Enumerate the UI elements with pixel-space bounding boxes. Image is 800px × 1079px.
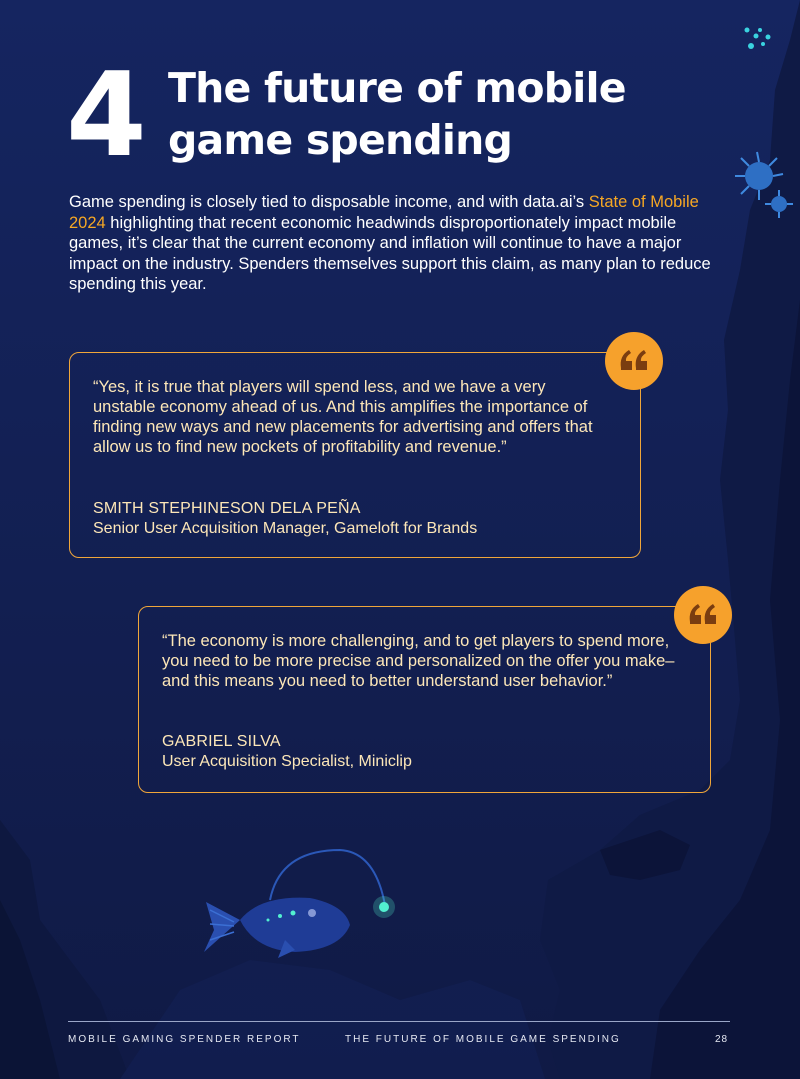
quote-author-name: GABRIEL SILVA — [162, 733, 281, 750]
quote-text: “The economy is more challenging, and to get players to spend more, you need to be more precise and personalized on the offer you make–and this means you need to better understand user behavior.” — [162, 632, 675, 690]
quote-card-1 — [69, 352, 641, 558]
quote-author-name: SMITH STEPHINESON DELA PEÑA — [93, 500, 361, 517]
intro-text-end: highlighting that recent economic headwinds disproportionately impact mobile games, it’s clear that the current economy and inflation will continue to have a major impact on the industry. Spenders themselves support this claim, as many plan to reduce spending this year. — [69, 213, 711, 293]
quote-author-role: Senior User Acquisition Manager, Gameloft for Brands — [93, 520, 478, 537]
quote-mark-icon — [605, 332, 663, 390]
footer-divider — [68, 1021, 730, 1022]
page-number: 28 — [715, 1034, 729, 1045]
coral-icon — [735, 150, 795, 220]
quote-text: “Yes, it is true that players will spend less, and we have a very unstable economy ahead of us. And this amplifies the importance of finding new ways and new placements for advertising and offers that allow us to find new pockets of profitability and revenue.” — [93, 378, 593, 456]
quote-mark-icon — [674, 586, 732, 644]
quote-card-2 — [138, 606, 711, 793]
intro-text-start: Game spending is closely tied to disposable income, and with data.ai’s — [69, 193, 589, 211]
footer-section-name: THE FUTURE OF MOBILE GAME SPENDING — [345, 1034, 621, 1045]
anglerfish-illustration — [200, 840, 400, 970]
quote-author-role: User Acquisition Specialist, Miniclip — [162, 753, 412, 770]
page-title: The future of mobile game spending — [168, 64, 626, 164]
dots-logo-icon — [742, 26, 776, 54]
intro-paragraph — [69, 192, 719, 295]
section-number: 4 — [66, 48, 143, 183]
state-of-mobile-link[interactable]: State of Mobile 2024 — [69, 193, 699, 232]
footer-report-name: MOBILE GAMING SPENDER REPORT — [68, 1034, 301, 1045]
